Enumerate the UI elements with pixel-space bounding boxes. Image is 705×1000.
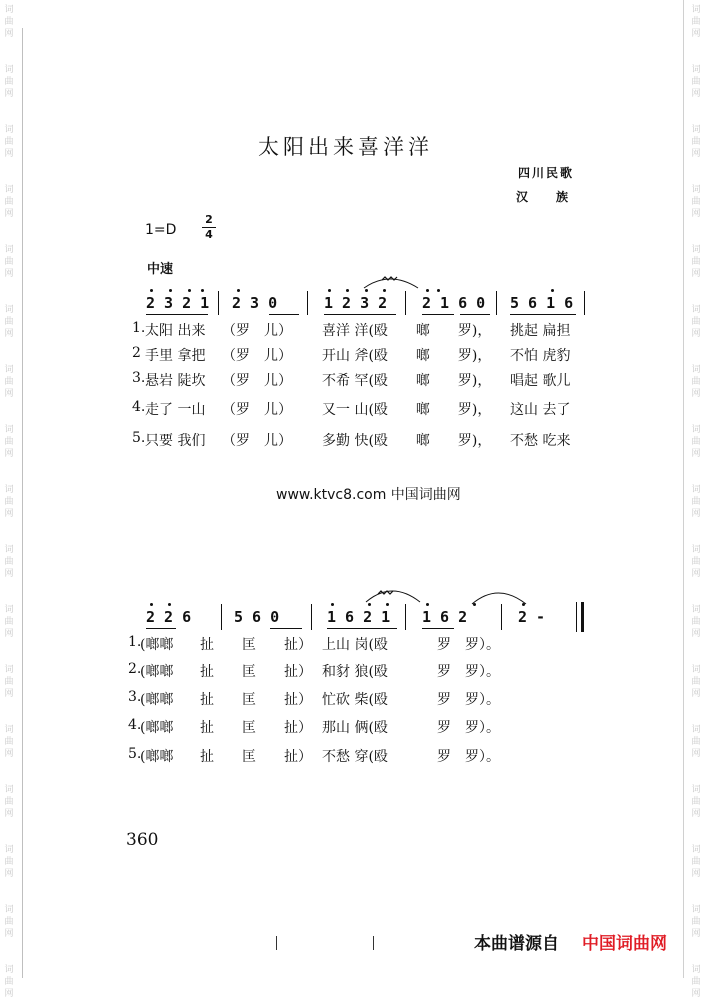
lyric-part-a: (啷啷 bbox=[140, 692, 174, 708]
watermark-glyph-group bbox=[687, 184, 705, 220]
watermark-strip-left bbox=[0, 0, 18, 999]
watermark-char: 词 bbox=[4, 305, 14, 315]
octave-dot bbox=[237, 289, 240, 292]
beam-underline bbox=[510, 314, 576, 315]
watermark-glyph-group bbox=[0, 4, 18, 40]
watermark-glyph-group bbox=[0, 124, 18, 160]
watermark-char: 曲 bbox=[4, 557, 14, 567]
watermark-char: 曲 bbox=[691, 977, 701, 987]
measure-8-notes: 1 6 2 1 bbox=[327, 608, 391, 626]
watermark-char: 网 bbox=[691, 149, 701, 159]
beam-underline bbox=[327, 628, 397, 629]
lyric-part-b: 扯 匡 扯） bbox=[200, 664, 312, 680]
watermark-char: 网 bbox=[691, 29, 701, 39]
watermark-char: 曲 bbox=[691, 857, 701, 867]
watermark-glyph-group bbox=[687, 544, 705, 580]
watermark-glyph-group bbox=[0, 724, 18, 760]
watermark-glyph-group bbox=[687, 424, 705, 460]
watermark-char: 网 bbox=[4, 569, 14, 579]
footer-source-label: 本曲谱源自 bbox=[474, 934, 559, 954]
watermark-glyph-group bbox=[0, 604, 18, 640]
watermark-char: 词 bbox=[691, 785, 701, 795]
lyric-part-d: 这山 去了 bbox=[510, 402, 571, 418]
lyric-part-b: 扯 匡 扯） bbox=[200, 637, 312, 653]
watermark-char: 词 bbox=[691, 665, 701, 675]
final-barline-thin bbox=[576, 602, 577, 632]
watermark-char: 词 bbox=[4, 905, 14, 915]
crop-mark bbox=[276, 936, 277, 950]
watermark-glyph-group bbox=[687, 64, 705, 100]
lyric-part-d: 罗 罗）。 bbox=[437, 637, 500, 653]
watermark-glyph-group bbox=[687, 604, 705, 640]
watermark-glyph-group bbox=[0, 904, 18, 940]
watermark-char: 网 bbox=[4, 629, 14, 639]
slur-and-trill bbox=[364, 584, 424, 606]
watermark-glyph-group bbox=[687, 724, 705, 760]
lyric-part-d: 罗 罗）。 bbox=[437, 720, 500, 736]
lyric-part-c: 喜洋 洋(殴 啷 罗)， bbox=[322, 323, 492, 339]
watermark-char: 曲 bbox=[691, 497, 701, 507]
watermark-char: 曲 bbox=[4, 377, 14, 387]
watermark-glyph-group bbox=[687, 844, 705, 880]
measure-7-notes: 5 6 0 bbox=[234, 608, 280, 626]
lyric-part-d: 不怕 虎豹 bbox=[510, 348, 571, 364]
lyric-part-a: 手里 拿把 bbox=[145, 348, 206, 364]
watermark-char: 网 bbox=[691, 749, 701, 759]
lyric-part-d: 罗 罗）。 bbox=[437, 664, 500, 680]
watermark-char: 网 bbox=[4, 749, 14, 759]
watermark-char: 词 bbox=[691, 65, 701, 75]
watermark-glyph-group bbox=[0, 244, 18, 280]
verse-number: 4. bbox=[128, 717, 142, 733]
watermark-char: 网 bbox=[4, 989, 14, 999]
beam-underline bbox=[146, 628, 176, 629]
watermark-char: 曲 bbox=[691, 437, 701, 447]
watermark-char: 词 bbox=[4, 65, 14, 75]
octave-dot bbox=[168, 603, 171, 606]
watermark-char: 网 bbox=[4, 329, 14, 339]
lyric-part-d: 唱起 歌儿 bbox=[510, 373, 571, 389]
watermark-glyph-group bbox=[0, 844, 18, 880]
watermark-char: 词 bbox=[4, 425, 14, 435]
watermark-char: 词 bbox=[691, 305, 701, 315]
octave-dot bbox=[551, 289, 554, 292]
watermark-char: 曲 bbox=[4, 617, 14, 627]
watermark-char: 曲 bbox=[4, 917, 14, 927]
verse-number: 1. bbox=[128, 634, 142, 650]
lyric-part-a: 只要 我们 bbox=[145, 433, 206, 449]
lyric-part-c: 上山 岗(殴 bbox=[322, 637, 388, 653]
watermark-char: 网 bbox=[691, 89, 701, 99]
watermark-glyph-group bbox=[687, 664, 705, 700]
measure-10-notes: 2 - bbox=[518, 608, 546, 626]
watermark-char: 词 bbox=[4, 485, 14, 495]
lyric-part-c: 和豺 狼(殴 bbox=[322, 664, 388, 680]
barline bbox=[307, 291, 308, 315]
watermark-char: 网 bbox=[4, 809, 14, 819]
tie-arc bbox=[470, 586, 530, 608]
watermark-char: 词 bbox=[691, 5, 701, 15]
watermark-glyph-group bbox=[687, 484, 705, 520]
watermark-glyph-group bbox=[687, 244, 705, 280]
watermark-char: 网 bbox=[4, 449, 14, 459]
beam-underline bbox=[269, 314, 299, 315]
watermark-char: 网 bbox=[4, 29, 14, 39]
watermark-char: 网 bbox=[691, 569, 701, 579]
song-ethnicity: 汉 族 bbox=[516, 190, 577, 204]
watermark-char: 曲 bbox=[691, 317, 701, 327]
watermark-glyph-group bbox=[687, 304, 705, 340]
beam-underline bbox=[460, 314, 490, 315]
page-edge-rule-right bbox=[683, 0, 684, 978]
watermark-char: 曲 bbox=[4, 497, 14, 507]
measure-9-notes: 1 6 2 bbox=[422, 608, 468, 626]
watermark-char: 网 bbox=[4, 929, 14, 939]
watermark-char: 曲 bbox=[691, 137, 701, 147]
watermark-glyph-group bbox=[0, 544, 18, 580]
barline bbox=[496, 291, 497, 315]
lyric-part-c: 不希 罕(殴 啷 罗)， bbox=[322, 373, 492, 389]
song-title: 太阳出来喜洋洋 bbox=[258, 135, 433, 159]
watermark-char: 词 bbox=[4, 785, 14, 795]
watermark-glyph-group bbox=[0, 424, 18, 460]
lyric-part-a: (啷啷 bbox=[140, 749, 174, 765]
lyric-part-b: （罗 儿） bbox=[222, 433, 292, 449]
watermark-char: 词 bbox=[691, 965, 701, 975]
watermark-char: 曲 bbox=[4, 857, 14, 867]
measure-4-notes: 2 1 6 0 bbox=[422, 294, 486, 312]
watermark-char: 曲 bbox=[4, 197, 14, 207]
watermark-char: 网 bbox=[4, 869, 14, 879]
lyric-part-c: 开山 斧(殴 啷 罗)， bbox=[322, 348, 492, 364]
watermark-char: 词 bbox=[691, 125, 701, 135]
tempo-marking: 中速 bbox=[147, 262, 174, 277]
watermark-char: 词 bbox=[4, 605, 14, 615]
lyric-part-d: 挑起 扁担 bbox=[510, 323, 571, 339]
verse-number: 2 bbox=[132, 345, 141, 361]
watermark-glyph-group bbox=[0, 364, 18, 400]
page-number: 360 bbox=[126, 830, 159, 850]
octave-dot bbox=[426, 289, 429, 292]
watermark-glyph-group bbox=[0, 64, 18, 100]
watermark-char: 曲 bbox=[4, 977, 14, 987]
barline bbox=[405, 291, 406, 315]
verse-number: 5. bbox=[128, 746, 142, 762]
watermark-char: 词 bbox=[4, 725, 14, 735]
watermark-char: 曲 bbox=[4, 77, 14, 87]
lyric-part-c: 又一 山(殴 啷 罗)， bbox=[322, 402, 492, 418]
beam-underline bbox=[422, 314, 454, 315]
watermark-char: 词 bbox=[4, 545, 14, 555]
watermark-glyph-group bbox=[0, 964, 18, 1000]
slur-and-trill bbox=[362, 272, 422, 292]
watermark-glyph-group bbox=[687, 964, 705, 1000]
key-signature: 1=D bbox=[145, 222, 177, 238]
watermark-char: 曲 bbox=[4, 317, 14, 327]
watermark-char: 网 bbox=[4, 509, 14, 519]
verse-number: 3. bbox=[132, 370, 146, 386]
lyric-part-d: 罗 罗）。 bbox=[437, 749, 500, 765]
lyric-part-d: 罗 罗）。 bbox=[437, 692, 500, 708]
watermark-char: 网 bbox=[691, 449, 701, 459]
octave-dot bbox=[331, 603, 334, 606]
time-signature-top: 2 bbox=[205, 213, 213, 226]
lyric-part-d: 不愁 吃来 bbox=[510, 433, 571, 449]
watermark-char: 网 bbox=[4, 209, 14, 219]
lyric-part-a: 悬岩 陡坎 bbox=[145, 373, 206, 389]
lyric-part-b: 扯 匡 扯） bbox=[200, 720, 312, 736]
watermark-char: 网 bbox=[4, 269, 14, 279]
watermark-char: 词 bbox=[4, 5, 14, 15]
verse-number: 4. bbox=[132, 399, 146, 415]
watermark-char: 词 bbox=[4, 185, 14, 195]
watermark-char: 曲 bbox=[691, 197, 701, 207]
watermark-strip-right bbox=[687, 0, 705, 999]
lyric-part-b: 扯 匡 扯） bbox=[200, 692, 312, 708]
octave-dot bbox=[150, 289, 153, 292]
watermark-glyph-group bbox=[687, 364, 705, 400]
beam-underline bbox=[324, 314, 396, 315]
watermark-char: 曲 bbox=[691, 737, 701, 747]
octave-dot bbox=[201, 289, 204, 292]
watermark-char: 网 bbox=[4, 89, 14, 99]
time-signature-bottom: 4 bbox=[205, 228, 213, 241]
watermark-glyph-group bbox=[687, 904, 705, 940]
barline bbox=[311, 604, 312, 630]
watermark-glyph-group bbox=[0, 304, 18, 340]
watermark-char: 曲 bbox=[4, 677, 14, 687]
verse-number: 1. bbox=[132, 320, 146, 336]
watermark-glyph-group bbox=[687, 784, 705, 820]
barline bbox=[221, 604, 222, 630]
verse-number: 3. bbox=[128, 689, 142, 705]
barline bbox=[218, 291, 219, 315]
watermark-char: 词 bbox=[691, 905, 701, 915]
lyric-part-a: 太阳 出来 bbox=[145, 323, 206, 339]
watermark-char: 曲 bbox=[4, 737, 14, 747]
page-edge-rule-left bbox=[22, 28, 23, 978]
measure-5-notes: 5 6 1 6 bbox=[510, 294, 574, 312]
watermark-char: 词 bbox=[691, 245, 701, 255]
measure-1-notes: 2 3 2 1 bbox=[146, 294, 210, 312]
octave-dot bbox=[426, 603, 429, 606]
lyric-part-a: (啷啷 bbox=[140, 720, 174, 736]
watermark-char: 词 bbox=[4, 125, 14, 135]
watermark-char: 词 bbox=[4, 845, 14, 855]
watermark-char: 网 bbox=[4, 389, 14, 399]
watermark-char: 曲 bbox=[691, 557, 701, 567]
lyric-part-a: 走了 一山 bbox=[145, 402, 206, 418]
watermark-char: 网 bbox=[691, 209, 701, 219]
beam-underline bbox=[146, 314, 208, 315]
lyric-part-a: (啷啷 bbox=[140, 664, 174, 680]
footer-site-link[interactable]: 中国词曲网 bbox=[582, 934, 667, 954]
watermark-char: 曲 bbox=[691, 677, 701, 687]
watermark-char: 词 bbox=[691, 605, 701, 615]
measure-3-notes: 1 2 3 2 bbox=[324, 294, 388, 312]
watermark-char: 网 bbox=[4, 149, 14, 159]
watermark-char: 网 bbox=[4, 689, 14, 699]
watermark-char: 词 bbox=[691, 845, 701, 855]
watermark-char: 曲 bbox=[4, 797, 14, 807]
beam-underline bbox=[270, 628, 302, 629]
lyric-part-c: 不愁 穿(殴 bbox=[322, 749, 388, 765]
watermark-char: 网 bbox=[691, 989, 701, 999]
watermark-glyph-group bbox=[0, 784, 18, 820]
watermark-char: 网 bbox=[691, 329, 701, 339]
measure-6-notes: 2 2 6 bbox=[146, 608, 192, 626]
watermark-char: 曲 bbox=[4, 17, 14, 27]
watermark-char: 网 bbox=[691, 269, 701, 279]
time-signature bbox=[202, 214, 216, 241]
barline bbox=[405, 604, 406, 630]
verse-number: 2. bbox=[128, 661, 142, 677]
watermark-char: 曲 bbox=[691, 377, 701, 387]
octave-dot bbox=[437, 289, 440, 292]
octave-dot bbox=[169, 289, 172, 292]
octave-dot bbox=[346, 289, 349, 292]
watermark-char: 曲 bbox=[4, 437, 14, 447]
lyric-part-b: 扯 匡 扯） bbox=[200, 749, 312, 765]
octave-dot bbox=[150, 603, 153, 606]
watermark-glyph-group bbox=[687, 4, 705, 40]
watermark-char: 曲 bbox=[691, 17, 701, 27]
watermark-glyph-group bbox=[0, 484, 18, 520]
watermark-glyph-group bbox=[0, 664, 18, 700]
watermark-char: 词 bbox=[691, 185, 701, 195]
watermark-char: 网 bbox=[691, 389, 701, 399]
watermark-char: 词 bbox=[4, 665, 14, 675]
lyric-part-a: (啷啷 bbox=[140, 637, 174, 653]
octave-dot bbox=[328, 289, 331, 292]
watermark-char: 曲 bbox=[691, 77, 701, 87]
watermark-char: 词 bbox=[691, 545, 701, 555]
octave-dot bbox=[188, 289, 191, 292]
watermark-char: 词 bbox=[691, 725, 701, 735]
watermark-char: 词 bbox=[691, 365, 701, 375]
lyric-part-c: 那山 俩(殴 bbox=[322, 720, 388, 736]
watermark-char: 曲 bbox=[691, 617, 701, 627]
beam-underline bbox=[422, 628, 454, 629]
lyric-part-b: （罗 儿） bbox=[222, 348, 292, 364]
watermark-char: 网 bbox=[691, 629, 701, 639]
verse-number: 5. bbox=[132, 430, 146, 446]
measure-2-notes: 2 3 0 bbox=[232, 294, 278, 312]
song-origin: 四川民歌 bbox=[518, 166, 575, 180]
lyric-part-b: （罗 儿） bbox=[222, 323, 292, 339]
watermark-char: 词 bbox=[4, 965, 14, 975]
watermark-char: 网 bbox=[691, 809, 701, 819]
watermark-char: 曲 bbox=[691, 917, 701, 927]
lyric-part-b: （罗 儿） bbox=[222, 373, 292, 389]
watermark-char: 网 bbox=[691, 689, 701, 699]
lyric-part-c: 忙砍 柴(殴 bbox=[322, 692, 388, 708]
watermark-glyph-group bbox=[687, 124, 705, 160]
final-barline-thick bbox=[581, 602, 584, 632]
watermark-char: 词 bbox=[691, 485, 701, 495]
watermark-char: 曲 bbox=[691, 257, 701, 267]
watermark-char: 词 bbox=[4, 245, 14, 255]
lyric-part-c: 多勤 快(殴 啷 罗)， bbox=[322, 433, 492, 449]
site-url: www.ktvc8.com 中国词曲网 bbox=[276, 487, 461, 503]
watermark-char: 网 bbox=[691, 869, 701, 879]
watermark-char: 词 bbox=[4, 365, 14, 375]
lyric-part-b: （罗 儿） bbox=[222, 402, 292, 418]
watermark-char: 网 bbox=[691, 929, 701, 939]
watermark-char: 词 bbox=[691, 425, 701, 435]
watermark-char: 曲 bbox=[691, 797, 701, 807]
watermark-char: 曲 bbox=[4, 137, 14, 147]
watermark-char: 网 bbox=[691, 509, 701, 519]
barline bbox=[584, 291, 585, 315]
watermark-char: 曲 bbox=[4, 257, 14, 267]
watermark-glyph-group bbox=[0, 184, 18, 220]
crop-mark bbox=[373, 936, 374, 950]
